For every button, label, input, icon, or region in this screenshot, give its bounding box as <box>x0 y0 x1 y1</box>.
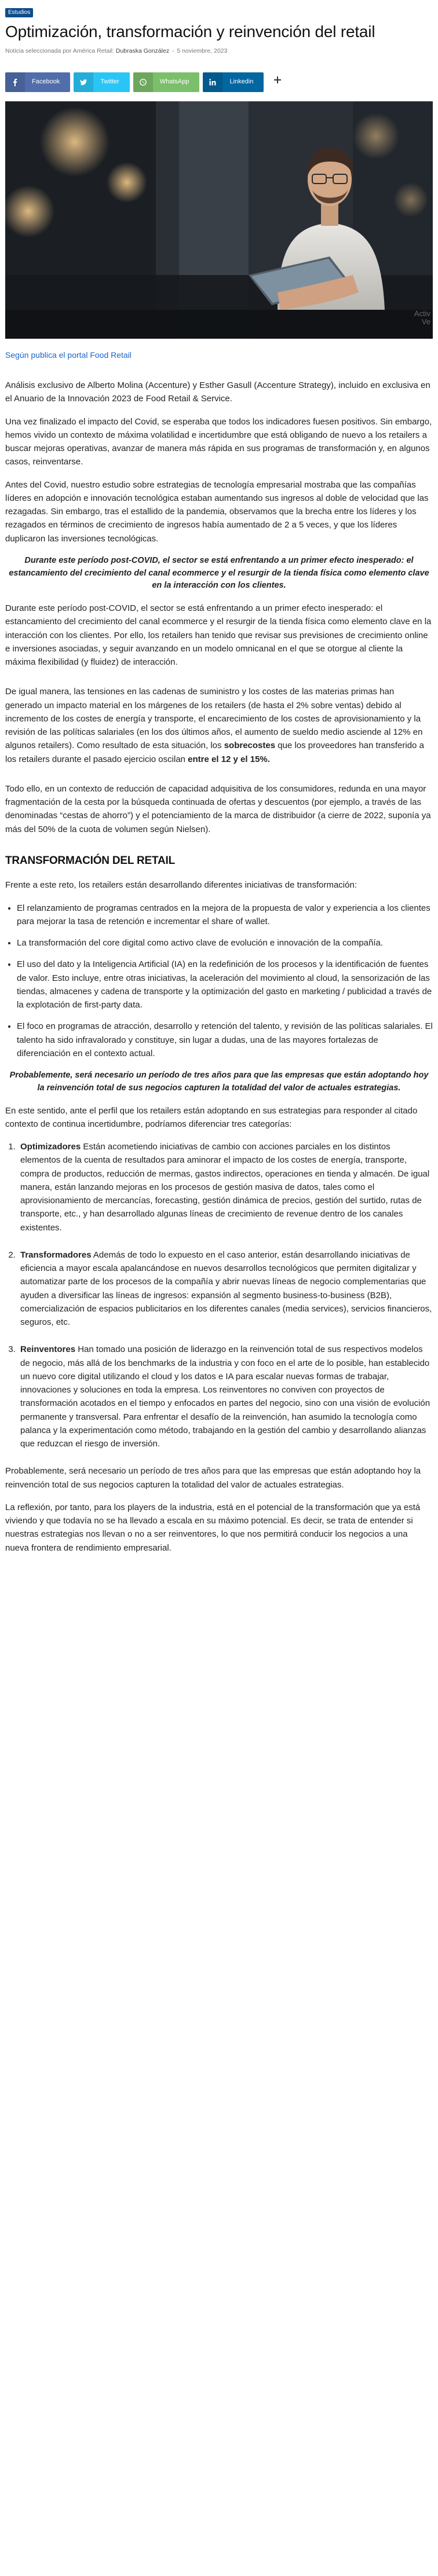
initiatives-list <box>5 902 433 1061</box>
twitter-icon <box>74 72 93 92</box>
highlight-text: sobrecostes <box>224 741 276 751</box>
list-item <box>18 1140 433 1234</box>
whatsapp-icon <box>133 72 153 92</box>
share-twitter-button[interactable] <box>74 72 129 92</box>
watermark-line-2: Ve <box>421 317 430 326</box>
article-lead: Análisis exclusivo de Alberto Molina (Accenture) y Esther Gasull (Accenture Strategy), incluido en exclusiva en el Anuario de la Innovación 2023 de Food Retail & Service. <box>5 380 430 404</box>
author-link[interactable]: Dubraska González <box>115 47 170 55</box>
list-item: • El relanzamiento de programas centrados en la mejora de la propuesta de valor y experiencia a los clientes para mejorar la tasa de retención e incrementar el share of wallet. <box>17 902 433 929</box>
paragraph-text: De igual manera, las tensiones en las cadenas de suministro y los costes de las materias primas han generado un impacto material en los márgenes de los retailers (de hasta el 2% sobre ventas) debido al incremento de los costes de energía y transporte, el encarecimiento de los costes de aprovisionamiento y la revisión de las políticas salariales (en los dos últimos años, el aumento de sueldo medio asciende al 12% en algunos retailers). Como resultado de esta situación, los <box>5 687 423 751</box>
share-twitter-label: Twitter <box>100 78 119 85</box>
meta-prefix: Noticia seleccionada por América Retail: <box>5 47 114 55</box>
list-item <box>18 1248 433 1329</box>
hero-watermark <box>414 310 430 326</box>
share-facebook-button[interactable] <box>5 72 70 92</box>
category-text: Han tomado una posición de liderazgo en la reinvención total de sus respectivos modelos de negocio, más allá de los benchmarks de la industria y con foco en el arte de lo posible, han establecido un nuevo core digital utilizando el cloud y los datos e IA para escalar nuevas formas de trabajar, innovaciones y soluciones en toda la empresa. Los reinventores no conviven con proyectos de transformación acotados en el tiempo y enfocados en partes del negocio, sino con una visión de evolución permanente y transversal. Para enfrentar el desafío de la reinvención, han asumido la tecnología como palanca y la experimentación como método, trabajando en la gestión del cambio y desarrollando alianzas que reduzcan el riesgo de inversión. <box>20 1344 430 1449</box>
share-whatsapp-label: WhatsApp <box>159 78 189 85</box>
paragraph: Probablemente, será necesario un período de tres años para que las empresas que están adoptando hoy la reinvención total de sus negocios capturen la totalidad del valor de actuales estrategias. <box>5 1466 421 1490</box>
share-linkedin-label: Linkedin <box>229 78 254 85</box>
page-title: Optimización, transformación y reinvención del retail <box>5 23 375 41</box>
paragraph: Todo ello, en un contexto de reducción de capacidad adquisitiva de los consumidores, redunda en una mayor fragmentación de la cesta por la búsqueda continuada de ofertas y descuentos (por ejemplo, a través de las denominadas “cestas de ahorro”) y el potenciamiento de la marca de distribuidor (a cierre de 2022, suponía ya más del 50% de la cuota de volumen según Nielsen). <box>5 783 431 834</box>
paragraph <box>5 685 433 766</box>
paragraph-text: que los proveedores han transferido a los retailers durante el pasado ejercicio oscilan <box>5 741 424 764</box>
watermark-line-1: Activ <box>414 309 430 318</box>
share-facebook-label: Facebook <box>32 78 60 85</box>
share-more-button[interactable] <box>267 72 288 92</box>
publish-date: 5 noviembre, 2023 <box>177 47 228 55</box>
category-text: Además de todo lo expuesto en el caso anterior, están desarrollando iniciativas de eficiencia a mayor escala apalancándose en nuevos desarrollos tecnológicos que permiten digitalizar y automatizar parte de los procesos de la compañía y abrir nuevas líneas de negocio complementarias que ayuden a diversificar las líneas de ingresos: expansión al segmento business-to-business (B2B), comercialización de espacios publicitarios en los diferentes canales (media services), servicios financieros, seguros, etc. <box>20 1249 432 1328</box>
category-name: Transformadores <box>20 1249 92 1260</box>
category-name: Optimizadores <box>20 1142 81 1152</box>
list-item <box>18 1343 433 1450</box>
paragraph: Frente a este reto, los retailers están desarrollando diferentes iniciativas de transformación: <box>5 880 357 891</box>
paragraph: Antes del Covid, nuestro estudio sobre estrategias de tecnología empresarial mostraba que las compañías líderes en adopción e innovación tecnológica estaban aumentando sus ingresos al doble de velocidad que las rezagadas. Sin embargo, tras el estallido de la pandemia, observamos que la brecha entre los líderes y los rezagados en términos de crecimiento de ingresos había aumentado de 2 a 5 veces, y que los líderes duplicaron las inversiones tecnológicas. <box>5 479 429 544</box>
article-meta <box>5 46 433 56</box>
source-link[interactable]: Según publica el portal Food Retail <box>5 350 132 360</box>
section-heading: TRANSFORMACIÓN DEL RETAIL <box>5 854 176 867</box>
facebook-icon <box>5 72 25 92</box>
meta-separator: - <box>172 47 174 55</box>
category-name: Reinventores <box>20 1344 76 1355</box>
list-item: • El foco en programas de atracción, desarrollo y retención del talento, y revisión de las políticas salariales. El talento ha sido infravalorado y constituye, sin lugar a dudas, una de las mayores fortalezas de diferenciación en el contexto actual. <box>17 1020 433 1060</box>
paragraph: Una vez finalizado el impacto del Covid, se esperaba que todos los indicadores fuesen positivos. Sin embargo, hemos vivido un contexto de máxima volatilidad e incertidumbre que está obligando de nuevo a los retailers a buscar mejoras operativas, avanzar de manera más rápida en sus programas de transformación y, en algunos casos, reinventarse. <box>5 416 432 467</box>
category-text: Están acometiendo iniciativas de cambio con acciones parciales en los distintos elementos de la cuenta de resultados para aminorar el impacto de los costes de energía, transporte, compra de productos, reducción de mermas, gastos indirectos, operaciones en tienda y almacén. De igual manera, están lanzando mejoras en los procesos de gestión masiva de datos, tales como el aprovisionamiento de mercancías, forecasting, gestión dinámica de precios, gestión del surtido, rutas de transporte, etc., y han desarrollado algunas líneas de crecimiento de revenue dentro de los canales existentes. <box>20 1142 430 1233</box>
pull-quote: Probablemente, será necesario un período de tres años para que las empresas que están adoptando hoy la reinvención total de sus negocios capturen la totalidad del valor de actuales estrategias. <box>9 1071 429 1093</box>
hero-image <box>5 101 433 339</box>
share-whatsapp-button[interactable] <box>133 72 200 92</box>
list-item: • La transformación del core digital como activo clave de evolución e innovación de la compañía. <box>17 936 433 950</box>
paragraph: En este sentido, ante el perfil que los retailers están adoptando en sus estrategias para responder al citado contexto de continua incertidumbre, podríamos diferenciar tres categorías: <box>5 1105 418 1129</box>
more-icon <box>273 75 282 89</box>
list-item: • El uso del dato y la Inteligencia Artificial (IA) en la redefinición de los procesos y la identificación de fuentes de valor. Esto incluye, entre otras iniciativas, la aceleración del movimiento al cloud, la sensorización de las tiendas, almacenes y cadena de transporte y la optimización del gasto en marketing / publicidad a través de la explotación de first-party data. <box>17 958 433 1012</box>
pull-quote: Durante este período post-COVID, el sector se está enfrentando a un primer efecto inesperado: el estancamiento del crecimiento del canal ecommerce y el resurgir de la tienda física como elemento clave en la interacción con los clientes. <box>9 555 429 591</box>
category-tag[interactable]: Estudios <box>5 8 33 17</box>
paragraph: Durante este período post-COVID, el sector se está enfrentando a un primer efecto inesperado: el estancamiento del crecimiento del canal ecommerce y el resurgir de la tienda física como elemento clave en la interacción con los clientes. Por ello, los retailers han tenido que revisar sus previsiones de crecimiento online e inversiones asociadas, y seguir avanzando en un modelo omnicanal en el que se otorgue al cliente la máxima flexibilidad (y fluidez) de interacción. <box>5 603 432 668</box>
highlight-text: entre el 12 y el 15%. <box>188 754 270 764</box>
share-bar <box>5 72 433 92</box>
hero-illustration <box>5 101 433 339</box>
share-linkedin-button[interactable] <box>203 72 264 92</box>
paragraph: La reflexión, por tanto, para los players de la industria, está en el potencial de la transformación que ya está viviendo y que todavía no se ha llevado a escala en su máximo potencial. Es decir, se trata de entender si nuestras estrategias nos llevan o no a ser reinventores, lo que nos permitirá conducir los negocios a una nueva frontera de rendimiento empresarial. <box>5 1502 421 1553</box>
categories-list <box>5 1140 433 1450</box>
linkedin-icon <box>203 72 222 92</box>
